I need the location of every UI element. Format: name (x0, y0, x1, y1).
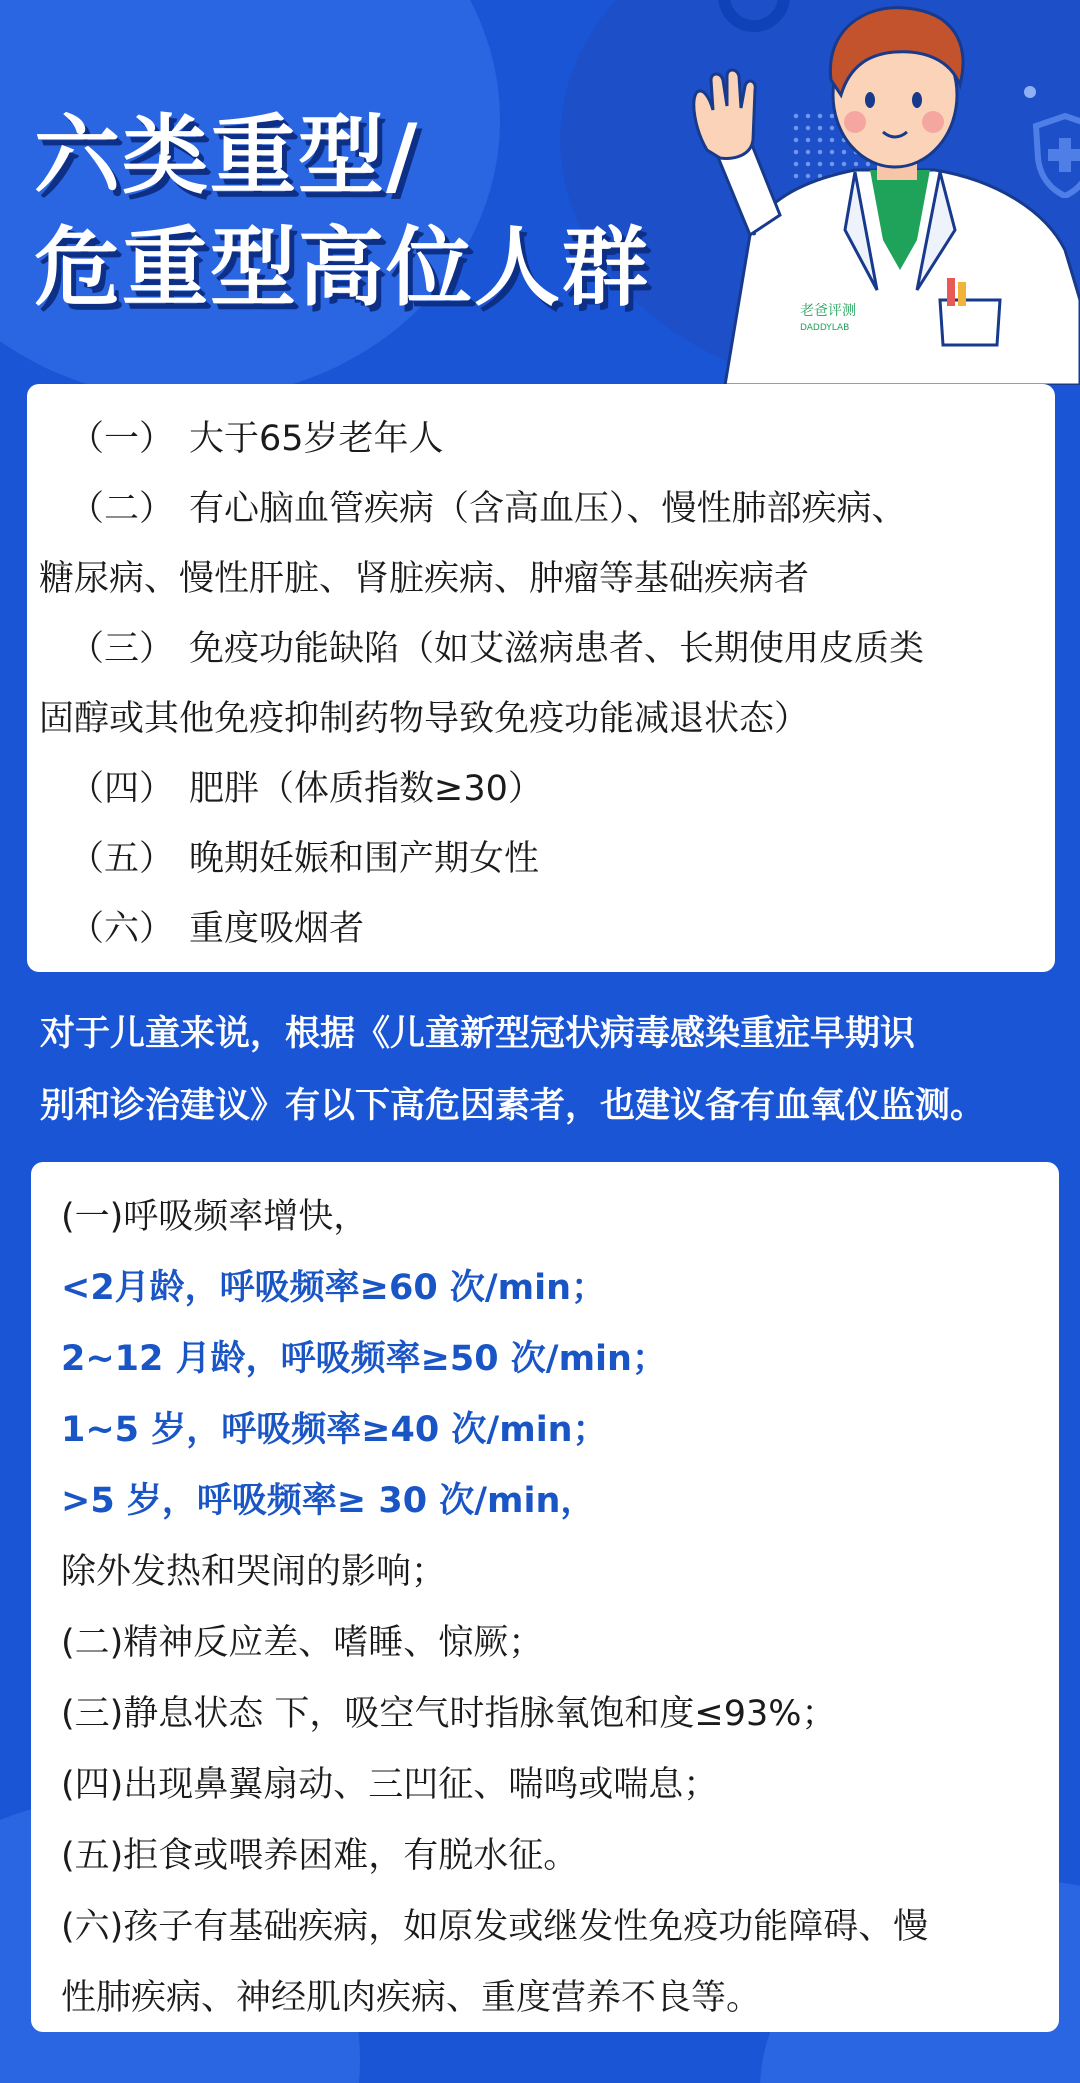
group-text: 肥胖（体质指数≥30） (189, 769, 543, 809)
factor-line: 除外发热和哭闹的影响； (61, 1552, 447, 1592)
factor-line-highlight: >5 岁，呼吸频率≥ 30 次/min， (61, 1481, 596, 1521)
group-number: （二） (69, 489, 175, 529)
group-number: （五） (69, 839, 175, 879)
factor-line-highlight: 1~5 岁，呼吸频率≥40 次/min； (61, 1410, 608, 1450)
factor-line-highlight: <2月龄，呼吸频率≥60 次/min； (61, 1268, 607, 1308)
adult-group-row (39, 614, 1055, 684)
group-number: （六） (69, 909, 175, 949)
group-text: 晚期妊娠和围产期女性 (189, 839, 540, 879)
group-text: 免疫功能缺陷（如艾滋病患者、长期使用皮质类 (189, 629, 925, 669)
children-intro (40, 998, 1050, 1142)
children-intro-line-2: 别和诊治建议》有以下高危因素者，也建议备有血氧仪监测。 (40, 1086, 986, 1126)
coat-badge-label: 老爸评测 (800, 303, 856, 319)
factor-line: (五)拒食或喂养困难，有脱水征。 (61, 1836, 579, 1876)
adult-group-row (39, 474, 1055, 544)
group-text: 糖尿病、慢性肝脏、肾脏疾病、肿瘤等基础疾病者 (39, 559, 810, 599)
title-line-2: 危重型高位人群 (34, 218, 650, 318)
factor-line-highlight: 2~12 月龄，呼吸频率≥50 次/min； (61, 1339, 667, 1379)
group-text: 重度吸烟者 (189, 909, 365, 949)
children-factors-card (31, 1162, 1059, 2032)
group-text: 有心脑血管疾病（含高血压）、慢性肺部疾病、 (189, 489, 907, 529)
group-text: 固醇或其他免疫抑制药物导致免疫功能减退状态） (39, 699, 810, 739)
children-intro-line-1: 对于儿童来说，根据《儿童新型冠状病毒感染重症早期识 (40, 1014, 916, 1054)
factor-line: (一)呼吸频率增快， (61, 1197, 369, 1237)
page-title (34, 100, 650, 324)
adult-group-row (39, 894, 1055, 964)
factor-line: 性肺疾病、神经肌肉疾病、重度营养不良等。 (61, 1978, 762, 2018)
group-number: （四） (69, 769, 175, 809)
factor-line: (二)精神反应差、嗜睡、惊厥； (61, 1623, 544, 1663)
adult-groups-card (27, 384, 1055, 972)
group-number: （三） (69, 629, 175, 669)
coat-badge-sublabel: DADDYLAB (800, 323, 850, 333)
doctor-illustration (655, 0, 1080, 385)
factor-line: (六)孩子有基础疾病，如原发或继发性免疫功能障碍、慢 (61, 1907, 929, 1947)
title-line-1: 六类重型/ (34, 106, 420, 206)
group-text: 大于65岁老年人 (189, 419, 444, 459)
adult-group-row (39, 824, 1055, 894)
adult-group-row-continued (39, 544, 1055, 614)
adult-group-row-continued (39, 684, 1055, 754)
factor-line: (三)静息状态 下，吸空气时指脉氧饱和度≤93%； (61, 1694, 837, 1734)
adult-group-row (39, 754, 1055, 824)
factor-line: (四)出现鼻翼扇动、三凹征、喘鸣或喘息； (61, 1765, 719, 1805)
group-number: （一） (69, 419, 175, 459)
adult-group-row (39, 404, 1055, 474)
